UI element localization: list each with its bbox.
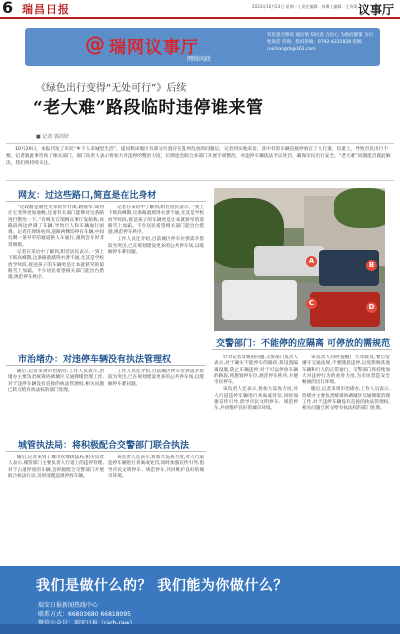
section-title: 议事厅 — [357, 3, 394, 17]
section-title-governance: 市治堵办：对违停车辆没有执法管理权 — [18, 355, 172, 365]
photo-marker: C — [306, 298, 317, 309]
section-title-netizen: 网友：过这些路口,简直是在比身材 — [18, 191, 157, 201]
date-line: 2023年10月23日 星期一 | 责任编辑：何琳 | 编辑：王诗琦 — [252, 4, 358, 9]
page-number: 6 — [2, 0, 14, 17]
photo-marker: D — [366, 302, 377, 313]
body-column-1 — [8, 205, 104, 350]
paragraph: 随后,记者来到市治堵办,工作人员表示,治堵办主要负责统筹协调城区交通拥堵治理工作,对于违停车辆没有直接的执法管理权,相关问题已转交给有执法权的部门处理。 — [302, 387, 390, 412]
paragraph: 工作人员还介绍,目前城区停车位供需矛盾较为突出,已在规划建设更多的公共停车场,以缓解停车难问题。 — [108, 237, 204, 256]
paper-name: 瑞昌日报 — [22, 3, 70, 16]
body-column-4 — [108, 369, 204, 435]
footer-wave — [0, 624, 400, 634]
footer-ad — [0, 566, 400, 634]
divider — [212, 349, 392, 350]
paragraph: 记者在采访中了解到,附近居民表示,一到上下班高峰期,这条路就堵得水泄不通,尤其是学校放学时段,接送孩子的车辆更是让本就狭窄的道路雪上加霜。不少居民希望相关部门能出台措施,规范停车秩序。 — [108, 205, 204, 236]
body-column-3 — [8, 369, 104, 435]
news-photo — [214, 188, 385, 331]
divider — [6, 201, 206, 202]
article-kicker: 《绿色出行变得“无处可行”》后续 — [36, 83, 187, 94]
paragraph: 该负责人同时提醒广大驾驶员,要自觉遵守交通法规,不要随意违停,以免影响其他车辆和行人的正常通行。交警部门将持续加大对违停行为的查处力度,为市民营造安全畅通的出行环境。 — [302, 355, 390, 386]
body-column-5 — [8, 455, 104, 561]
paragraph: 随后,记者来到市治堵办,工作人员表示,治堵办主要负责统筹协调城区交通拥堵治理工作,对于违停车辆没有直接的执法管理权,相关问题已转交给有执法权的部门处理。 — [8, 369, 104, 393]
at-icon: @ — [85, 32, 105, 56]
photo-marker: B — [366, 260, 377, 271]
paragraph: 记者在采访中了解到,附近居民表示,一到上下班高峰期,这条路就堵得水泄不通,尤其是学校放学时段,接送孩子的车辆更是让本就狭窄的道路雪上加霜。不少居民希望相关部门能出台措施,规范停车秩序。 — [8, 250, 104, 281]
banner-motto: 有民意尽情说 通民情 知民意 合民心 为政府献策 为百姓说话 咨询、投诉热线：0792-4222828 投稿：ruichangrb@163.com — [267, 33, 374, 52]
body-column-8 — [302, 355, 390, 555]
section-title-police: 交警部门：不能停的应隔离 可停放的需规范 — [216, 339, 391, 349]
divider — [6, 451, 206, 452]
paragraph: 该负责人还表示,将加大巡查力度,对人行道违停车辆进行劝离或处罚,同时加强宣传引导,倡导市民文明停车、规范停车,共同维护良好的城市环境。 — [108, 455, 204, 479]
footer-org: 瑞安日报新闻热线中心 — [38, 602, 99, 609]
footer-phones: 联系方式：66803680 66818095 — [38, 611, 131, 618]
paragraph: 随后,记者来到了城市管理执法局,相关负责人表示,城管部门主要负责人行道上的违停管理,对于占道停放的车辆,会积极配合交警部门开展联合执法行动,及时清理违规停放车辆。 — [8, 455, 104, 479]
paragraph: 针对记者反映的问题,交警部门负责人表示,对于确实不能停车的路段,将设置隔离设施,防止车辆违停;对于可以停放车辆的路段,将施划停车位,规范停车秩序,方便市民停车。 — [214, 355, 298, 386]
lead-paragraph: 10月29日，本报刊发了市民“乡下人来城里生活”，提问称该地区有部分位置存在乱停乱放的问题后，记者到实地采访，其中有的车辆直接停放在了人行道、盲道上，导致市民出行不便。记者就此事咨询了相关部门，部门负责人表示将加大对违停的整治力度，后期也会联合多部门开展专项整治，对违停车辆依法予以处罚，确保市民出行安全。“老大难”问题能否就此解决，我们将持续关注。 — [6, 147, 391, 166]
section-title-urban: 城管执法局：将积极配合交警部门联合执法 — [18, 441, 190, 451]
article-author: ■ 记者 郭涓铃 — [36, 134, 69, 140]
body-column-7 — [214, 355, 298, 555]
paragraph: 该负责人还表示,将加大巡查力度,对人行道违停车辆进行劝离或处罚,同时加强宣传引导,倡导市民文明停车、规范停车,共同维护良好的城市环境。 — [214, 387, 298, 412]
photo-marker: A — [306, 256, 317, 267]
header-divider — [0, 17, 400, 19]
body-column-6 — [108, 455, 204, 561]
article-headline: “老大难”路段临时违停谁来管 — [33, 98, 264, 118]
body-column-2 — [108, 205, 204, 350]
paragraph: 工作人员还介绍,目前城区停车位供需矛盾较为突出,已在规划建设更多的公共停车场,以缓解停车难问题。 — [108, 369, 204, 387]
divider — [6, 365, 206, 366]
paragraph: “这段路是通往光荣的步行街,路很窄,如何让它变得更加通畅,还请有关部门能够对这条路进行整治一下。”有网友在瑞网议事厅发帖称,该路段两边停满了车辆,导致行人和车辆通行困难。记者在现场看到,道路两侧均停有车辆,中间仅剩一条窄窄的通道供人车通行,遇到会车时非常拥堵。 — [8, 205, 104, 248]
article-lead — [6, 143, 394, 181]
footer-title: 我们是做什么的？ 我们能为你做什么？ — [36, 578, 288, 594]
car — [222, 280, 297, 320]
banner-title: 瑞网议事厅 — [109, 38, 199, 58]
banner-subtitle: 网络问政 — [187, 56, 212, 63]
tree — [334, 188, 385, 228]
page-header — [0, 0, 400, 16]
column-banner — [25, 28, 380, 66]
